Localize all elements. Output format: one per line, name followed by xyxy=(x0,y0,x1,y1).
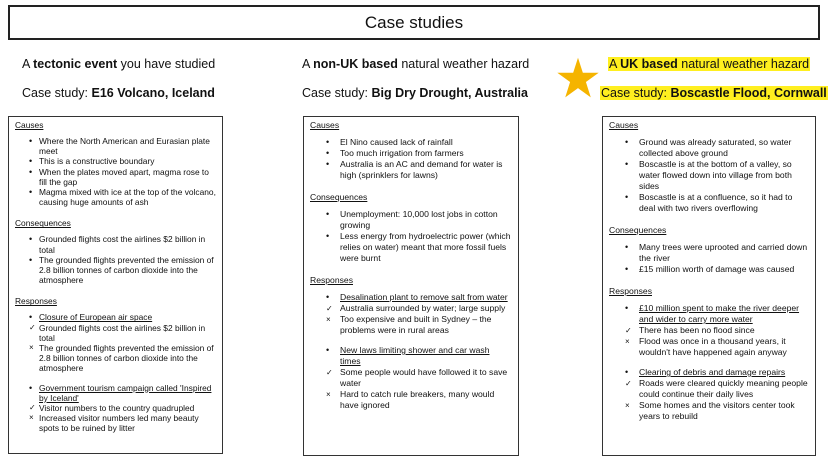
list-item xyxy=(15,323,216,343)
list-item-text: Too expensive and built in Sydney – the problems were in rural areas xyxy=(340,314,492,335)
cross-icon: × xyxy=(625,401,630,410)
list-item-text: Clearing of debris and damage repairs xyxy=(639,367,786,377)
cross-icon: × xyxy=(625,337,630,346)
section-heading-consequences: Consequences xyxy=(609,225,667,235)
column-3-heading: A UK based natural weather hazard xyxy=(609,57,810,71)
section-heading-responses: Responses xyxy=(310,275,353,285)
list-item-text: Roads were cleared quickly meaning people could continue their daily lives xyxy=(639,378,808,399)
non-uk-hazard-panel xyxy=(303,116,519,456)
list-item xyxy=(310,314,512,336)
list-item-text: When the plates moved apart, magma rose to fill the gap xyxy=(39,166,209,187)
column-2-heading: A non-UK based natural weather hazard xyxy=(302,57,530,71)
list-item xyxy=(310,159,512,181)
cross-icon: × xyxy=(326,315,331,324)
list-item xyxy=(609,367,809,378)
bullet-icon: • xyxy=(625,303,629,313)
bullet-icon: • xyxy=(29,166,33,177)
list-item-text: There has been no flood since xyxy=(639,325,755,335)
cross-icon: × xyxy=(29,343,34,353)
list-item-text: Closure of European air space xyxy=(39,312,153,323)
list-item xyxy=(15,343,216,374)
bullet-icon: • xyxy=(625,137,629,147)
list-item xyxy=(15,413,216,433)
list-item xyxy=(15,255,216,286)
star-icon xyxy=(556,56,600,100)
list-item xyxy=(310,148,512,159)
bullet-icon: • xyxy=(29,254,33,265)
list-item xyxy=(609,336,809,358)
list-item xyxy=(609,242,809,264)
cross-icon: × xyxy=(29,413,34,423)
list-item-text: Grounded flights cost the airlines $2 billion in total xyxy=(39,322,206,343)
list-item-text: £15 million worth of damage was caused xyxy=(639,264,795,274)
list-spacer xyxy=(609,358,809,367)
section-list xyxy=(15,312,216,433)
bullet-icon: • xyxy=(625,192,629,202)
bullet-icon: • xyxy=(625,367,629,377)
bullet-icon: • xyxy=(29,234,33,245)
section-heading-responses: Responses xyxy=(609,286,652,296)
list-item-text: Flood was once in a thousand years, it wouldn't have happened again anyway xyxy=(639,336,787,357)
list-item-text: Many trees were uprooted and carried down the river xyxy=(639,242,808,263)
check-icon: ✓ xyxy=(29,403,36,413)
page-title: Case studies xyxy=(8,5,820,40)
list-item-text: Increased visitor numbers led many beauty spots to be ruined by litter xyxy=(39,413,199,434)
section-heading-causes: Causes xyxy=(310,120,340,130)
list-item-text: £10 million spent to make the river deeper and wider to carry more water xyxy=(639,303,800,324)
list-item-text: Grounded flights cost the airlines $2 billion in total xyxy=(39,234,206,255)
list-item xyxy=(15,187,216,207)
list-spacer xyxy=(15,374,216,383)
list-item xyxy=(609,325,809,336)
bullet-icon: • xyxy=(625,159,629,169)
section-list xyxy=(310,137,512,181)
column-1-case-study: Case study: E16 Volcano, Iceland xyxy=(22,86,215,100)
bullet-icon: • xyxy=(326,159,330,169)
list-item xyxy=(310,231,512,264)
tectonic-event-panel xyxy=(8,116,223,454)
bullet-icon: • xyxy=(625,242,629,252)
list-item xyxy=(609,400,809,422)
list-item-text: This is a constructive boundary xyxy=(39,156,155,167)
bullet-icon: • xyxy=(29,187,33,198)
bullet-icon: • xyxy=(625,264,629,274)
list-item xyxy=(15,403,216,413)
list-item xyxy=(15,136,216,156)
bullet-icon: • xyxy=(29,312,33,323)
list-item xyxy=(15,156,216,166)
list-item xyxy=(609,264,809,275)
list-item-text: Where the North American and Eurasian plate meet xyxy=(39,136,210,157)
list-item-text: The grounded flights prevented the emission of 2.8 billion tonnes of carbon dioxide into the atmosphere xyxy=(39,254,214,286)
list-item xyxy=(15,312,216,322)
bullet-icon: • xyxy=(29,382,33,393)
list-item-text: New laws limiting shower and car wash times xyxy=(340,345,490,366)
check-icon: ✓ xyxy=(625,379,632,388)
check-icon: ✓ xyxy=(326,304,333,313)
list-item-text: Some people would have followed it to save water xyxy=(340,367,508,388)
list-item xyxy=(609,192,809,214)
bullet-icon: • xyxy=(326,209,330,219)
section-list xyxy=(15,136,216,207)
list-item-text: Magma mixed with ice at the top of the volcano, causing huge amounts of ash xyxy=(39,187,216,208)
section-list xyxy=(310,209,512,264)
list-item xyxy=(609,303,809,325)
list-item-text: Visitor numbers to the country quadrupled xyxy=(39,403,195,414)
list-item xyxy=(609,378,809,400)
list-item-text: Some homes and the visitors center took years to rebuild xyxy=(639,400,795,421)
check-icon: ✓ xyxy=(29,322,36,332)
bullet-icon: • xyxy=(326,137,330,147)
list-item xyxy=(15,234,216,254)
check-icon: ✓ xyxy=(326,368,333,377)
list-item-text: The grounded flights prevented the emission of 2.8 billion tonnes of carbon dioxide into the atmosphere xyxy=(39,343,214,374)
list-item xyxy=(310,389,512,411)
list-item-text: Ground was already saturated, so water collected above ground xyxy=(639,137,792,158)
section-heading-responses: Responses xyxy=(15,296,57,307)
check-icon: ✓ xyxy=(625,326,632,335)
list-item-text: Government tourism campaign called 'Inspired by Iceland' xyxy=(39,382,212,403)
bullet-icon: • xyxy=(326,148,330,158)
list-item-text: El Nino caused lack of rainfall xyxy=(340,137,453,147)
bullet-icon: • xyxy=(326,231,330,241)
list-item-text: Australia is an AC and demand for water is high (sprinklers for lawns) xyxy=(340,159,503,180)
bullet-icon: • xyxy=(29,136,33,146)
list-item xyxy=(609,159,809,192)
list-item-text: Less energy from hydroelectric power (which relies on water) meant that more fossil fuels were burnt xyxy=(340,231,511,263)
list-item xyxy=(15,167,216,187)
list-item xyxy=(310,209,512,231)
list-item-text: Boscastle is at the bottom of a valley, so water flowed down into village from both sides xyxy=(639,159,792,191)
section-list xyxy=(609,242,809,275)
column-3-case-study: Case study: Boscastle Flood, Cornwall xyxy=(601,86,827,100)
section-heading-causes: Causes xyxy=(609,120,639,130)
list-item xyxy=(310,137,512,148)
list-item-text: Australia surrounded by water; large supply xyxy=(340,303,506,313)
bullet-icon: • xyxy=(326,292,330,302)
section-heading-consequences: Consequences xyxy=(310,192,368,202)
list-item xyxy=(310,292,512,303)
list-spacer xyxy=(310,336,512,345)
list-item-text: Hard to catch rule breakers, many would have ignored xyxy=(340,389,495,410)
section-list xyxy=(15,234,216,285)
list-item xyxy=(15,383,216,403)
list-item-text: Desalination plant to remove salt from water xyxy=(340,292,508,302)
list-item-text: Boscastle is at a confluence, so it had to deal with two rivers overflowing xyxy=(639,192,793,213)
section-list xyxy=(609,303,809,422)
column-2-case-study: Case study: Big Dry Drought, Australia xyxy=(302,86,528,100)
list-item-text: Unemployment: 10,000 lost jobs in cotton growing xyxy=(340,209,498,230)
list-item xyxy=(609,137,809,159)
column-1-heading: A tectonic event you have studied xyxy=(22,57,216,71)
uk-hazard-panel xyxy=(602,116,816,456)
section-list xyxy=(310,292,512,411)
bullet-icon: • xyxy=(326,345,330,355)
section-list xyxy=(609,137,809,214)
list-item-text: Too much irrigation from farmers xyxy=(340,148,464,158)
cross-icon: × xyxy=(326,390,331,399)
section-heading-causes: Causes xyxy=(15,120,44,130)
bullet-icon: • xyxy=(29,156,33,167)
list-item xyxy=(310,345,512,367)
list-item xyxy=(310,367,512,389)
list-item xyxy=(310,303,512,314)
section-heading-consequences: Consequences xyxy=(15,218,71,229)
